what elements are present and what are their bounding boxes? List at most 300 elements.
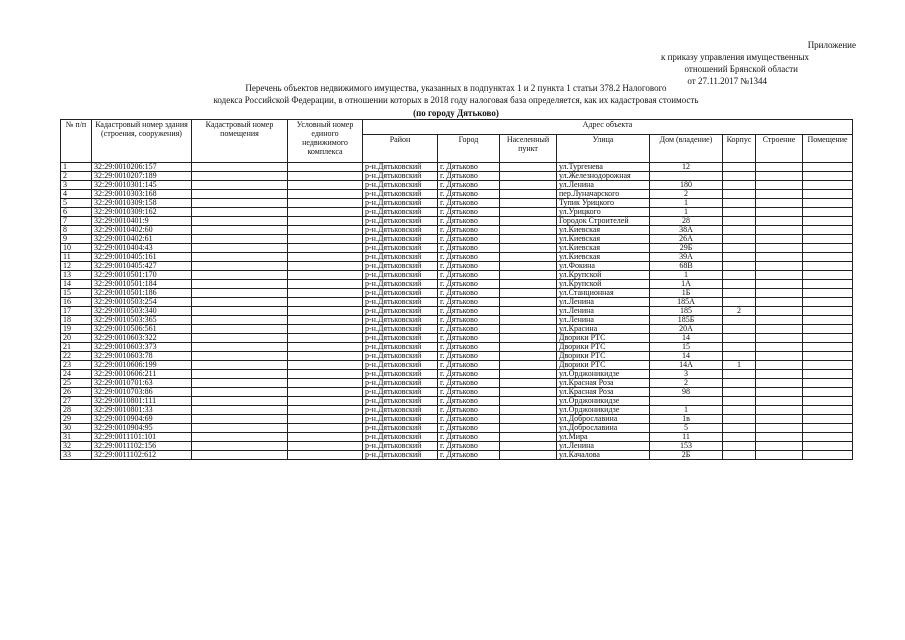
cell-conditional-number (288, 379, 363, 388)
cell-korpus (723, 334, 756, 343)
col-header-pomeshchenie: Помещение (803, 134, 853, 162)
cell-stroenie (756, 433, 803, 442)
cell-korpus (723, 451, 756, 460)
table-row (61, 451, 853, 460)
cell-korpus (723, 244, 756, 253)
cell-street: Дворики РТС (557, 343, 650, 352)
cell-cadastral-room (192, 415, 288, 424)
cell-cadastral-building: 32:29:0011101:101 (92, 433, 192, 442)
cell-house: 1А (650, 280, 723, 289)
cell-city: г. Дятьково (438, 235, 500, 244)
cell-settlement (500, 253, 557, 262)
cell-house: 29Б (650, 244, 723, 253)
cell-cadastral-building: 32:29:0010904:95 (92, 424, 192, 433)
col-header-district: Район (363, 134, 438, 162)
cell-stroenie (756, 424, 803, 433)
table-row (61, 433, 853, 442)
cell-city: г. Дятьково (438, 253, 500, 262)
cell-city: г. Дятьково (438, 226, 500, 235)
table-row (61, 235, 853, 244)
cell-district: р-н.Дятьковский (363, 379, 438, 388)
cell-cadastral-room (192, 442, 288, 451)
table-row (61, 424, 853, 433)
cell-pomeshchenie (803, 433, 853, 442)
cell-stroenie (756, 226, 803, 235)
col-header-street: Улица (557, 134, 650, 162)
cell-settlement (500, 208, 557, 217)
cell-district: р-н.Дятьковский (363, 280, 438, 289)
cell-num: 4 (61, 190, 92, 199)
cell-street: ул.Красная Роза (557, 379, 650, 388)
cell-district: р-н.Дятьковский (363, 271, 438, 280)
cell-num: 10 (61, 244, 92, 253)
cell-cadastral-building: 32:29:0010309:158 (92, 199, 192, 208)
table-row (61, 406, 853, 415)
cell-city: г. Дятьково (438, 424, 500, 433)
cell-street: ул.Ленина (557, 307, 650, 316)
cell-cadastral-building: 32:29:0010904:69 (92, 415, 192, 424)
cell-num: 23 (61, 361, 92, 370)
cell-house: 14 (650, 334, 723, 343)
cell-korpus: 1 (723, 361, 756, 370)
table-row (61, 415, 853, 424)
cell-district: р-н.Дятьковский (363, 343, 438, 352)
cell-district: р-н.Дятьковский (363, 433, 438, 442)
cell-house: 5 (650, 424, 723, 433)
cell-street: ул.Красина (557, 325, 650, 334)
cell-street: ул.Киевская (557, 226, 650, 235)
cell-settlement (500, 415, 557, 424)
cell-city: г. Дятьково (438, 370, 500, 379)
cell-district: р-н.Дятьковский (363, 298, 438, 307)
cell-conditional-number (288, 235, 363, 244)
cell-stroenie (756, 208, 803, 217)
cell-num: 13 (61, 271, 92, 280)
cell-settlement (500, 379, 557, 388)
cell-house (650, 172, 723, 181)
cell-stroenie (756, 388, 803, 397)
cell-street: ул.Ленина (557, 181, 650, 190)
cell-pomeshchenie (803, 424, 853, 433)
table-row (61, 298, 853, 307)
cell-cadastral-room (192, 181, 288, 190)
col-header-korpus: Корпус (723, 134, 756, 162)
cell-city: г. Дятьково (438, 271, 500, 280)
cell-num: 18 (61, 316, 92, 325)
cell-korpus (723, 343, 756, 352)
cell-stroenie (756, 442, 803, 451)
cell-num: 33 (61, 451, 92, 460)
cell-cadastral-building: 32:29:0010207:189 (92, 172, 192, 181)
cell-cadastral-room (192, 262, 288, 271)
cell-settlement (500, 343, 557, 352)
cell-house: 98 (650, 388, 723, 397)
cell-cadastral-room (192, 172, 288, 181)
table-row (61, 244, 853, 253)
document-title-line1: Перечень объектов недвижимого имущества, указанных в подпунктах 1 и 2 пункта 1 статьи 378.2 Налогового (245, 83, 667, 93)
table-row (61, 208, 853, 217)
cell-conditional-number (288, 406, 363, 415)
table-row (61, 271, 853, 280)
cell-conditional-number (288, 217, 363, 226)
cell-korpus (723, 190, 756, 199)
table-row (61, 172, 853, 181)
cell-pomeshchenie (803, 163, 853, 172)
col-header-settlement: Населенный пункт (500, 134, 557, 162)
cell-house: 20А (650, 325, 723, 334)
cell-street: ул.Доброславина (557, 424, 650, 433)
cell-num: 15 (61, 289, 92, 298)
cell-street: ул.Крупской (557, 280, 650, 289)
cell-stroenie (756, 352, 803, 361)
cell-district: р-н.Дятьковский (363, 181, 438, 190)
cell-num: 31 (61, 433, 92, 442)
cell-city: г. Дятьково (438, 388, 500, 397)
table-row (61, 217, 853, 226)
cell-korpus (723, 271, 756, 280)
cell-conditional-number (288, 343, 363, 352)
cell-cadastral-building: 32:29:0010503:340 (92, 307, 192, 316)
cell-city: г. Дятьково (438, 406, 500, 415)
cell-house: 1 (650, 208, 723, 217)
cell-conditional-number (288, 271, 363, 280)
cell-settlement (500, 451, 557, 460)
cell-num: 8 (61, 226, 92, 235)
cell-conditional-number (288, 442, 363, 451)
cell-stroenie (756, 163, 803, 172)
col-header-stroenie: Строение (756, 134, 803, 162)
cell-pomeshchenie (803, 388, 853, 397)
cell-cadastral-room (192, 388, 288, 397)
cell-cadastral-building: 32:29:0010402:61 (92, 235, 192, 244)
cell-settlement (500, 289, 557, 298)
cell-korpus (723, 181, 756, 190)
cell-street: ул.Тургенева (557, 163, 650, 172)
cell-pomeshchenie (803, 244, 853, 253)
cell-num: 30 (61, 424, 92, 433)
order-reference: к приказу управления имущественных (660, 52, 809, 62)
cell-stroenie (756, 397, 803, 406)
cell-cadastral-room (192, 307, 288, 316)
cell-street: ул.Орджоникидзе (557, 406, 650, 415)
cell-house: 185А (650, 298, 723, 307)
col-header-building: Кадастровый номер здания (строения, сооружения) (92, 120, 192, 163)
cell-pomeshchenie (803, 172, 853, 181)
table-row (61, 181, 853, 190)
cell-settlement (500, 244, 557, 253)
cell-settlement (500, 307, 557, 316)
cell-district: р-н.Дятьковский (363, 388, 438, 397)
cell-city: г. Дятьково (438, 199, 500, 208)
cell-settlement (500, 181, 557, 190)
cell-conditional-number (288, 388, 363, 397)
cell-city: г. Дятьково (438, 217, 500, 226)
cell-pomeshchenie (803, 451, 853, 460)
cell-city: г. Дятьково (438, 415, 500, 424)
cell-pomeshchenie (803, 325, 853, 334)
table-row (61, 226, 853, 235)
col-header-address: Адрес объекта (363, 120, 853, 135)
cell-cadastral-room (192, 424, 288, 433)
cell-cadastral-building: 32:29:0010801:33 (92, 406, 192, 415)
cell-city: г. Дятьково (438, 208, 500, 217)
cell-city: г. Дятьково (438, 325, 500, 334)
cell-street: ул.Доброславина (557, 415, 650, 424)
cell-cadastral-building: 32:29:0011102:612 (92, 451, 192, 460)
cell-stroenie (756, 244, 803, 253)
cell-num: 7 (61, 217, 92, 226)
table-row (61, 325, 853, 334)
cell-conditional-number (288, 163, 363, 172)
cell-num: 29 (61, 415, 92, 424)
cell-conditional-number (288, 451, 363, 460)
cell-house: 2Б (650, 451, 723, 460)
cell-stroenie (756, 334, 803, 343)
cell-pomeshchenie (803, 199, 853, 208)
cell-street: ул.Киевская (557, 244, 650, 253)
cell-stroenie (756, 307, 803, 316)
cell-city: г. Дятьково (438, 334, 500, 343)
cell-stroenie (756, 217, 803, 226)
cell-num: 3 (61, 181, 92, 190)
cell-korpus (723, 352, 756, 361)
cell-street: ул.Фокина (557, 262, 650, 271)
cell-cadastral-room (192, 271, 288, 280)
cell-house: 185Б (650, 316, 723, 325)
cell-cadastral-building: 32:29:0010401:9 (92, 217, 192, 226)
cell-city: г. Дятьково (438, 172, 500, 181)
cell-num: 32 (61, 442, 92, 451)
cell-settlement (500, 406, 557, 415)
cell-cadastral-room (192, 343, 288, 352)
cell-num: 11 (61, 253, 92, 262)
cell-pomeshchenie (803, 298, 853, 307)
cell-pomeshchenie (803, 343, 853, 352)
cell-house: 28 (650, 217, 723, 226)
cell-street: ул.Мира (557, 433, 650, 442)
cell-city: г. Дятьково (438, 190, 500, 199)
cell-house: 39А (650, 253, 723, 262)
cell-stroenie (756, 343, 803, 352)
cell-conditional-number (288, 262, 363, 271)
cell-district: р-н.Дятьковский (363, 244, 438, 253)
cell-settlement (500, 388, 557, 397)
cell-korpus: 2 (723, 307, 756, 316)
cell-cadastral-building: 32:29:0010506:561 (92, 325, 192, 334)
cell-settlement (500, 190, 557, 199)
cell-settlement (500, 271, 557, 280)
cell-pomeshchenie (803, 271, 853, 280)
cell-house: 14А (650, 361, 723, 370)
cell-conditional-number (288, 190, 363, 199)
cell-pomeshchenie (803, 253, 853, 262)
cell-num: 27 (61, 397, 92, 406)
cell-num: 28 (61, 406, 92, 415)
cell-house: 185 (650, 307, 723, 316)
col-header-num: № п/п (61, 120, 92, 163)
cell-pomeshchenie (803, 442, 853, 451)
cell-stroenie (756, 235, 803, 244)
cell-district: р-н.Дятьковский (363, 451, 438, 460)
cell-street: ул.Ленина (557, 298, 650, 307)
cell-cadastral-room (192, 289, 288, 298)
cell-settlement (500, 199, 557, 208)
cell-cadastral-building: 32:29:0010501:170 (92, 271, 192, 280)
cell-cadastral-building: 32:29:0010501:186 (92, 289, 192, 298)
cell-korpus (723, 199, 756, 208)
cell-settlement (500, 370, 557, 379)
cell-stroenie (756, 406, 803, 415)
cell-settlement (500, 235, 557, 244)
cell-cadastral-building: 32:29:0010703:86 (92, 388, 192, 397)
cell-num: 22 (61, 352, 92, 361)
cell-cadastral-building: 32:29:0010404:43 (92, 244, 192, 253)
table-row (61, 289, 853, 298)
cell-district: р-н.Дятьковский (363, 415, 438, 424)
cell-district: р-н.Дятьковский (363, 352, 438, 361)
cell-conditional-number (288, 289, 363, 298)
cell-city: г. Дятьково (438, 397, 500, 406)
table-row (61, 262, 853, 271)
table-row (61, 163, 853, 172)
cell-street: Городок Строителей (557, 217, 650, 226)
cell-conditional-number (288, 181, 363, 190)
cell-num: 26 (61, 388, 92, 397)
cell-conditional-number (288, 433, 363, 442)
cell-stroenie (756, 379, 803, 388)
cell-city: г. Дятьково (438, 262, 500, 271)
cell-pomeshchenie (803, 397, 853, 406)
cell-district: р-н.Дятьковский (363, 334, 438, 343)
cell-korpus (723, 379, 756, 388)
cell-conditional-number (288, 208, 363, 217)
cell-cadastral-building: 32:29:0010503:365 (92, 316, 192, 325)
cell-cadastral-room (192, 352, 288, 361)
cell-street: Дворики РТС (557, 361, 650, 370)
cell-district: р-н.Дятьковский (363, 172, 438, 181)
cell-house: 68В (650, 262, 723, 271)
cell-pomeshchenie (803, 361, 853, 370)
cell-conditional-number (288, 397, 363, 406)
cell-district: р-н.Дятьковский (363, 163, 438, 172)
cell-house: 2 (650, 190, 723, 199)
cell-cadastral-room (192, 361, 288, 370)
table-row (61, 361, 853, 370)
cell-city: г. Дятьково (438, 352, 500, 361)
cell-num: 24 (61, 370, 92, 379)
cell-pomeshchenie (803, 370, 853, 379)
cell-conditional-number (288, 244, 363, 253)
cell-conditional-number (288, 280, 363, 289)
order-date-number: от 27.11.2017 №1344 (687, 76, 767, 86)
cell-city: г. Дятьково (438, 307, 500, 316)
cell-pomeshchenie (803, 406, 853, 415)
cell-city: г. Дятьково (438, 244, 500, 253)
cell-cadastral-building: 32:29:0010309:162 (92, 208, 192, 217)
cell-house: 12 (650, 163, 723, 172)
table-row (61, 280, 853, 289)
cell-city: г. Дятьково (438, 280, 500, 289)
cell-conditional-number (288, 307, 363, 316)
cell-korpus (723, 397, 756, 406)
cell-cadastral-room (192, 244, 288, 253)
cell-cadastral-room (192, 451, 288, 460)
table-row (61, 442, 853, 451)
cell-district: р-н.Дятьковский (363, 307, 438, 316)
cell-settlement (500, 433, 557, 442)
table-body (61, 163, 853, 460)
cell-conditional-number (288, 352, 363, 361)
cell-stroenie (756, 298, 803, 307)
cell-settlement (500, 280, 557, 289)
col-header-house: Дом (владение) (650, 134, 723, 162)
cell-num: 21 (61, 343, 92, 352)
cell-cadastral-room (192, 397, 288, 406)
cell-street: ул.Орджоникидзе (557, 370, 650, 379)
cell-cadastral-room (192, 235, 288, 244)
cell-korpus (723, 163, 756, 172)
cell-pomeshchenie (803, 289, 853, 298)
document-subtitle: (по городу Дятьково) (413, 108, 499, 118)
cell-cadastral-building: 32:29:0010801:111 (92, 397, 192, 406)
cell-district: р-н.Дятьковский (363, 316, 438, 325)
cell-settlement (500, 325, 557, 334)
department-name: отношений Брянской области (684, 64, 798, 74)
cell-house: 1в (650, 415, 723, 424)
cell-conditional-number (288, 415, 363, 424)
cell-settlement (500, 172, 557, 181)
cell-street: ул.Орджоникидзе (557, 397, 650, 406)
cell-conditional-number (288, 226, 363, 235)
cell-settlement (500, 442, 557, 451)
table-row (61, 352, 853, 361)
cell-house: 26А (650, 235, 723, 244)
cell-house: 153 (650, 442, 723, 451)
cell-cadastral-room (192, 298, 288, 307)
table-row (61, 190, 853, 199)
cell-house (650, 397, 723, 406)
cell-street: ул.Ленина (557, 316, 650, 325)
cell-house: 1 (650, 406, 723, 415)
cell-street: ул.Железнодорожная (557, 172, 650, 181)
cell-district: р-н.Дятьковский (363, 208, 438, 217)
cell-district: р-н.Дятьковский (363, 424, 438, 433)
cell-cadastral-room (192, 253, 288, 262)
cell-korpus (723, 289, 756, 298)
cell-street: ул.Красная Роза (557, 388, 650, 397)
cell-num: 5 (61, 199, 92, 208)
table-row (61, 316, 853, 325)
cell-num: 17 (61, 307, 92, 316)
cell-house: 1Б (650, 289, 723, 298)
cell-district: р-н.Дятьковский (363, 217, 438, 226)
cell-pomeshchenie (803, 316, 853, 325)
cell-settlement (500, 397, 557, 406)
cell-district: р-н.Дятьковский (363, 370, 438, 379)
cell-cadastral-room (192, 379, 288, 388)
cell-num: 9 (61, 235, 92, 244)
cell-num: 19 (61, 325, 92, 334)
appendix-label: Приложение (807, 40, 856, 50)
cell-pomeshchenie (803, 208, 853, 217)
cell-house: 14 (650, 352, 723, 361)
cell-stroenie (756, 280, 803, 289)
table-row (61, 397, 853, 406)
cell-korpus (723, 280, 756, 289)
table-row (61, 388, 853, 397)
cell-street: ул.Киевская (557, 235, 650, 244)
cell-city: г. Дятьково (438, 442, 500, 451)
